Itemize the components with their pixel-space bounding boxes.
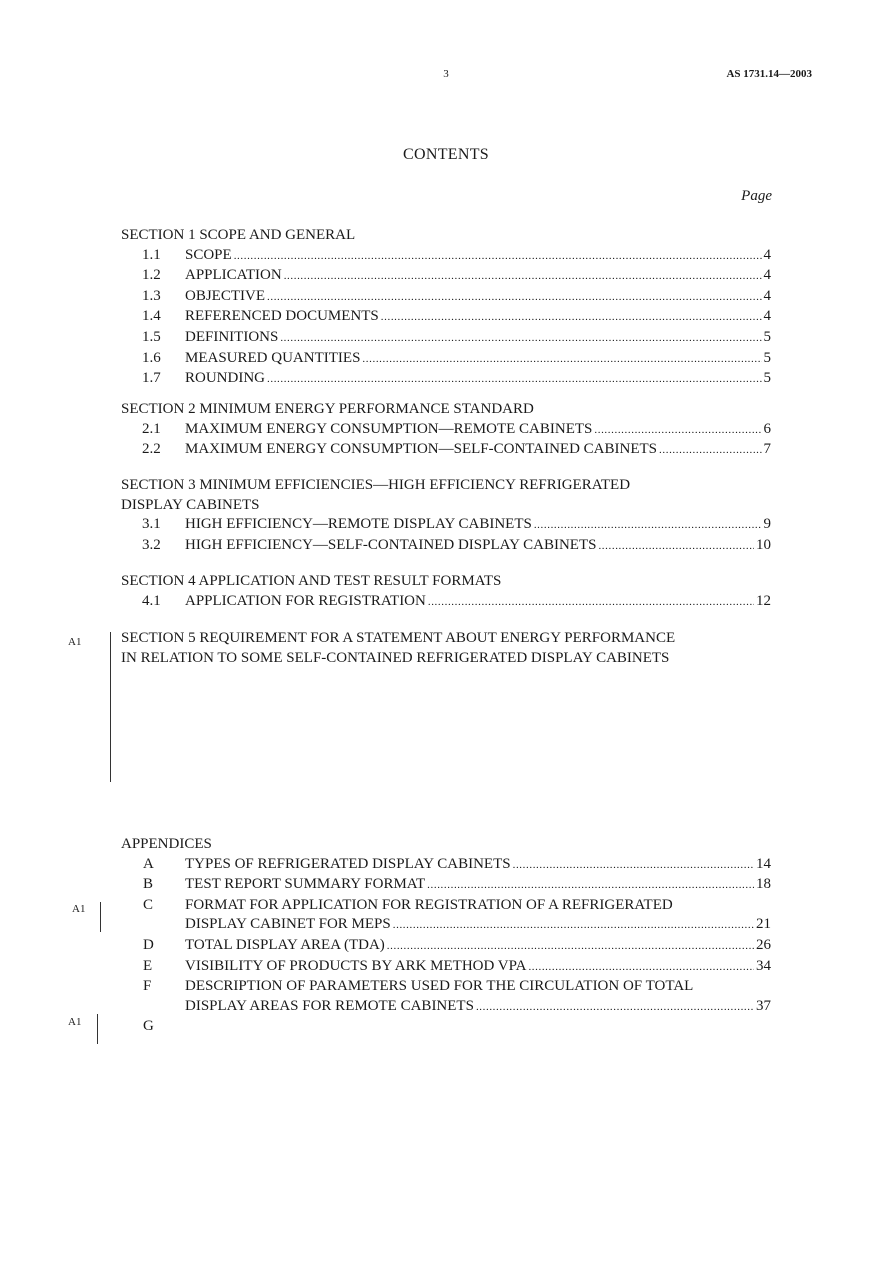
amendment-change-bar [100,902,101,932]
toc-entry[interactable] [121,246,771,267]
section-heading: SECTION 1 SCOPE AND GENERAL [121,227,356,243]
clause-number: 3.1 [142,516,161,533]
toc-entry[interactable] [121,875,771,896]
clause-title: SCOPE [185,246,232,263]
appendix-letter: B [143,876,154,893]
clause-title: APPLICATION [185,267,282,284]
toc-appendices [121,835,771,1037]
page-ref: 14 [756,855,771,872]
clause-number: 2.1 [142,420,161,437]
toc-section-4 [121,572,771,612]
amendment-marker: A1 [68,1016,82,1028]
toc-entry[interactable] [121,855,771,876]
dot-leader [362,350,761,370]
toc-entry-continued[interactable] [121,915,771,936]
page-ref: 10 [756,536,771,553]
page-ref: 6 [763,420,771,437]
clause-number: 4.1 [142,592,161,609]
page-number: 3 [443,68,449,80]
dot-leader [393,916,754,936]
toc-entry[interactable] [121,896,771,916]
toc-entry[interactable] [121,369,771,390]
appendix-title: TEST REPORT SUMMARY FORMAT [185,876,426,893]
toc-section-5 [121,629,771,668]
standard-designation: AS 1731.14—2003 [726,68,812,80]
clause-title: OBJECTIVE [185,287,265,304]
section-heading: SECTION 3 MINIMUM EFFICIENCIES—HIGH EFFICIENCY REFRIGERATED [121,477,631,493]
appendix-title: DESCRIPTION OF PARAMETERS USED FOR THE CIRCULATION OF TOTAL [185,978,694,995]
clause-number: 1.5 [142,328,161,345]
clause-title: MEASURED QUANTITIES [185,349,361,366]
section-heading-continued: DISPLAY CABINETS [121,496,260,513]
clause-number: 1.7 [142,370,161,387]
page-ref: 4 [763,267,771,284]
appendix-title: DISPLAY CABINET FOR MEPS [185,916,391,933]
dot-leader [534,516,762,536]
toc-entry-continued[interactable] [121,997,771,1018]
appendix-title: VISIBILITY OF PRODUCTS BY ARK METHOD VPA [185,957,527,974]
dot-leader [427,876,754,896]
toc-entry[interactable] [121,515,771,536]
appendix-title: TYPES OF REFRIGERATED DISPLAY CABINETS [185,855,511,872]
toc-entry[interactable] [121,307,771,328]
toc-entry[interactable] [121,1017,771,1037]
dot-leader [280,329,761,349]
clause-number: 1.1 [142,246,161,263]
page-ref: 5 [763,370,771,387]
toc-entry[interactable] [121,349,771,370]
appendix-letter: F [143,978,152,995]
clause-title: APPLICATION FOR REGISTRATION [185,592,426,609]
clause-number: 1.3 [142,287,161,304]
page-ref: 26 [756,936,771,953]
appendix-letter: A [143,855,154,872]
page-ref: 37 [756,997,771,1014]
toc-entry[interactable] [121,328,771,349]
clause-title: DEFINITIONS [185,328,279,345]
page-ref: 18 [756,876,771,893]
dot-leader [594,421,761,441]
dot-leader [659,441,761,461]
toc-entry[interactable] [121,440,771,461]
appendix-letter: D [143,936,154,953]
dot-leader [284,267,762,287]
page-ref: 4 [763,287,771,304]
clause-title: MAXIMUM ENERGY CONSUMPTION—SELF-CONTAINED CABINETS [185,441,658,458]
toc-entry[interactable] [121,420,771,441]
section-heading-continued: IN RELATION TO SOME SELF-CONTAINED REFRIGERATED DISPLAY CABINETS [121,649,670,666]
dot-leader [387,937,754,957]
clause-number: 2.2 [142,441,161,458]
dot-leader [528,958,754,978]
page-ref: 4 [763,308,771,325]
amendment-change-bar [97,1014,98,1044]
section-heading: SECTION 2 MINIMUM ENERGY PERFORMANCE STANDARD [121,401,534,417]
page-ref: 9 [763,516,771,533]
appendix-title: TOTAL DISPLAY AREA (TDA) [185,936,385,953]
clause-number: 1.6 [142,349,161,366]
amendment-marker: A1 [68,636,82,648]
amendment-marker: A1 [72,903,86,915]
clause-number: 1.2 [142,267,161,284]
toc-entry[interactable] [121,287,771,308]
section-heading: SECTION 5 REQUIREMENT FOR A STATEMENT ABOUT ENERGY PERFORMANCE [121,630,676,646]
toc-entry[interactable] [121,536,771,557]
dot-leader [381,308,762,328]
page-ref: 21 [756,916,771,933]
dot-leader [513,856,754,876]
toc-section-1 [121,226,771,390]
clause-number: 1.4 [142,308,161,325]
clause-title: REFERENCED DOCUMENTS [185,308,379,325]
page-ref: 7 [763,441,771,458]
appendix-letter: G [143,1018,154,1035]
dot-leader [267,288,762,308]
appendix-title: DISPLAY AREAS FOR REMOTE CABINETS [185,997,474,1014]
clause-title: ROUNDING [185,370,265,387]
clause-title: HIGH EFFICIENCY—SELF-CONTAINED DISPLAY CABINETS [185,536,597,553]
toc-entry[interactable] [121,957,771,978]
page-title: CONTENTS [403,146,489,163]
amendment-change-bar [110,632,111,782]
appendix-title: FORMAT FOR APPLICATION FOR REGISTRATION OF A REFRIGERATED [185,896,673,913]
appendix-letter: E [143,957,153,974]
page-ref: 34 [756,957,771,974]
page-ref: 5 [763,328,771,345]
appendix-letter: C [143,896,154,913]
page-column-label: Page [741,188,772,204]
dot-leader [598,537,754,557]
toc-section-3 [121,476,771,556]
toc-entry[interactable] [121,266,771,287]
toc-section-2 [121,400,771,461]
dot-leader [428,593,754,613]
clause-title: MAXIMUM ENERGY CONSUMPTION—REMOTE CABINETS [185,420,593,437]
toc-entry[interactable] [121,936,771,957]
page-ref: 4 [763,246,771,263]
page-ref: 12 [756,592,771,609]
clause-number: 3.2 [142,536,161,553]
section-heading: SECTION 4 APPLICATION AND TEST RESULT FORMATS [121,573,502,589]
page-ref: 5 [763,349,771,366]
appendices-heading: APPENDICES [121,836,212,852]
toc-entry[interactable] [121,977,771,997]
dot-leader [267,370,762,390]
toc-entry[interactable] [121,592,771,613]
dot-leader [476,998,754,1018]
clause-title: HIGH EFFICIENCY—REMOTE DISPLAY CABINETS [185,516,532,533]
dot-leader [234,247,762,267]
